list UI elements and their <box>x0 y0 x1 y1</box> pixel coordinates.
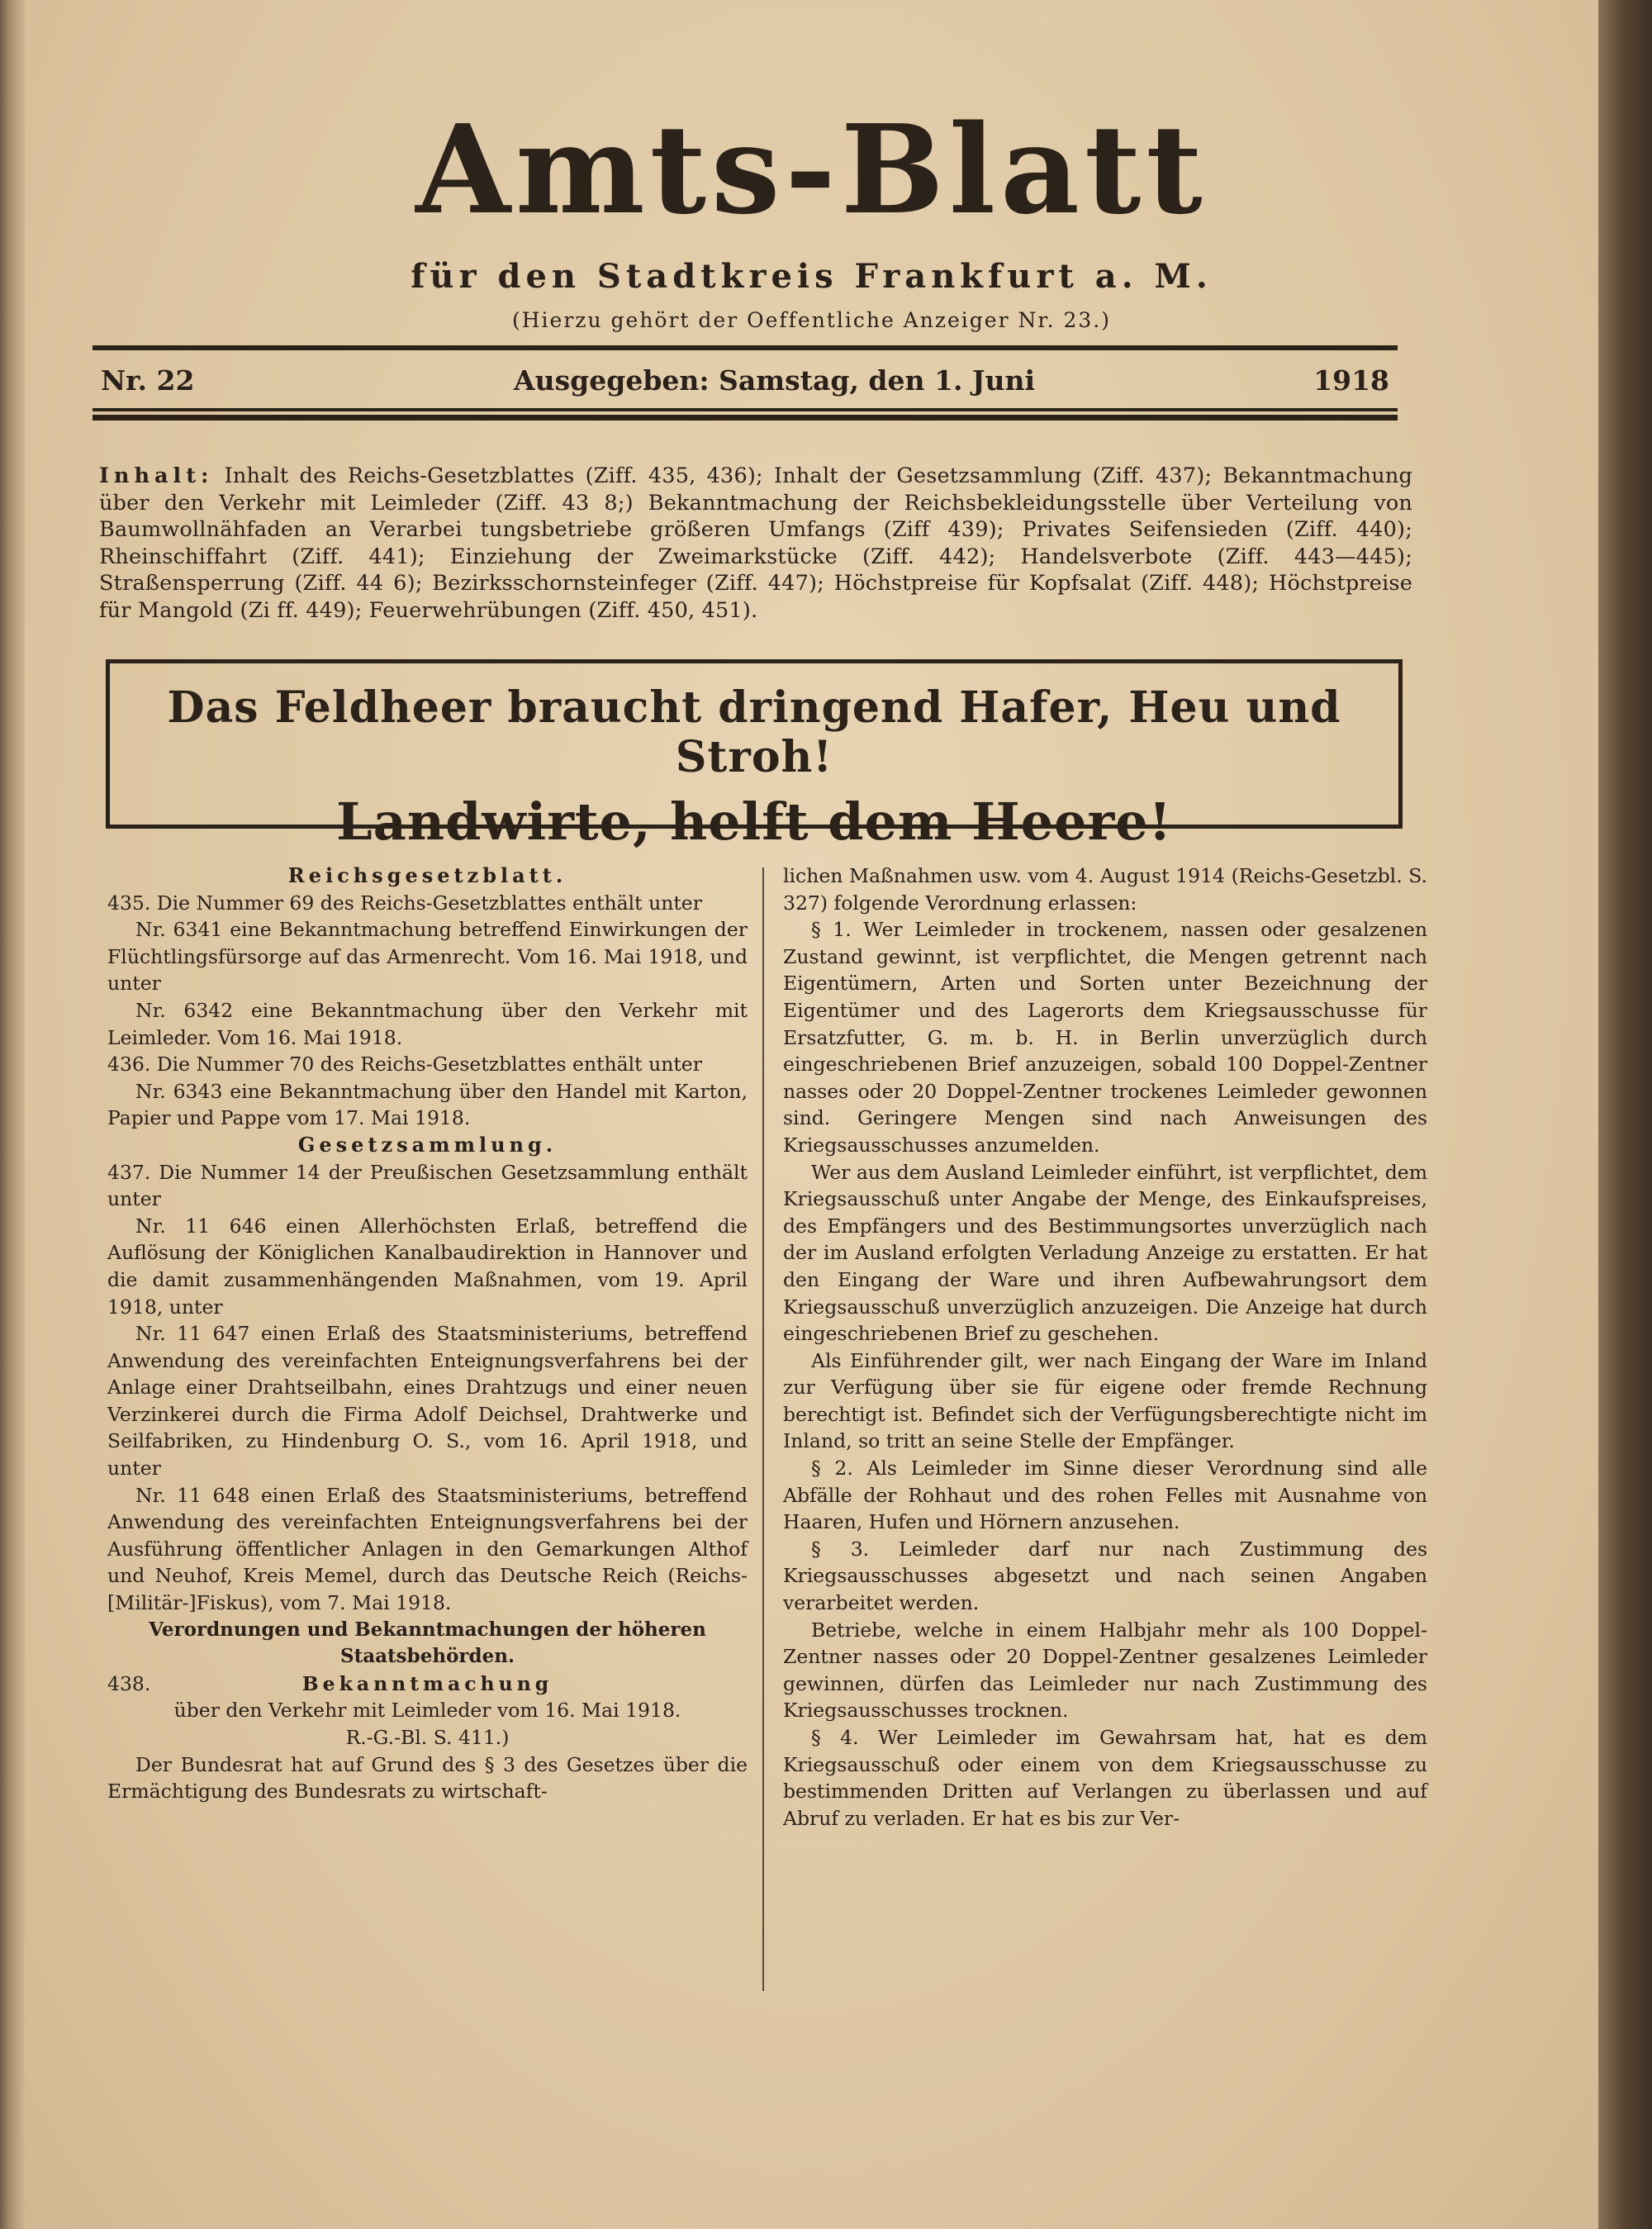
header-rule-top <box>93 345 1398 350</box>
banner-line-1: Das Feldheer braucht dringend Hafer, Heu und Stroh! <box>167 682 1341 782</box>
issue-number: Nr. 22 <box>101 364 195 397</box>
paragraph: über den Verkehr mit Leimleder vom 16. Mai 1918. <box>173 1699 681 1723</box>
masthead-title: Amts-Blatt <box>415 97 1208 241</box>
paragraph: Der Bundesrat hat auf Grund des § 3 des Gesetzes über die Ermächtigung des Bundesrats zu wirtschaft- <box>107 1752 748 1804</box>
paragraph: lichen Maßnahmen usw. vom 4. August 1914 (Reichs-Gesetzbl. S. 327) folgende Verordnung erlassen: <box>783 864 1427 915</box>
masthead-note: (Hierzu gehört der Oeffentliche Anzeiger Nr. 23.) <box>512 308 1111 332</box>
item-number: 438. <box>107 1671 151 1695</box>
newspaper-page <box>25 0 1598 2229</box>
paragraph: 437. Die Nummer 14 der Preußischen Gesetzsammlung enthält unter <box>107 1160 748 1211</box>
paragraph: Betriebe, welche in einem Halbjahr mehr als 100 Doppel-Zentner nasses oder 20 Doppel-Zentner gesalzenes Leimleder gewinnen, dürfen das Leimleder nur nach Zustimmung des Kriegsausschusses trocknen. <box>783 1618 1427 1723</box>
column-divider <box>762 867 764 1991</box>
paragraph: 435. Die Nummer 69 des Reichs-Gesetzblattes enthält unter <box>107 891 702 915</box>
table-of-contents <box>99 463 1412 624</box>
banner-line-2: Landwirte, helft dem Heere! <box>336 791 1172 852</box>
masthead-subtitle: für den Stadtkreis Frankfurt a. M. <box>411 257 1213 296</box>
paragraph: Nr. 6342 eine Bekanntmachung über den Verkehr mit Leimleder. Vom 16. Mai 1918. <box>107 998 748 1049</box>
paragraph: Als Einführender gilt, wer nach Eingang der Ware im Inland zur Verfügung über sie für eigene oder fremde Rechnung berechtigt ist. Befindet sich der Verfügungsberechtigte nicht im Inland, so tritt an seine Stelle der Empfänger. <box>783 1348 1427 1453</box>
book-binding-right <box>1598 0 1652 2229</box>
paragraph: Nr. 6343 eine Bekanntmachung über den Handel mit Karton, Papier und Pappe vom 17. Mai 1918. <box>107 1079 748 1130</box>
paragraph: § 1. Wer Leimleder in trockenem, nassen oder gesalzenen Zustand gewinnt, ist verpflichtet, die Mengen getrennt nach Eigentümern, Arten und Sorten unter Bezeichnung der Eigentümer und des Lagerorts dem Kriegsausschusse für Ersatzfutter, G. m. b. H. in Berlin unverzüglich durch eingeschriebenen Brief anzuzeigen, sobald 100 Doppel-Zentner nasses oder 20 Doppel-Zentner trockenes Leimleder gewonnen sind. Geringere Mengen sind nach Anweisungen des Kriegsausschusses anzumelden. <box>783 918 1427 1157</box>
paragraph: § 3. Leimleder darf nur nach Zustimmung des Kriegsausschusses abgesetzt und nach seinen Angaben verarbeitet werden. <box>783 1537 1427 1615</box>
issue-date: Ausgegeben: Samstag, den 1. Juni <box>514 364 1036 397</box>
column-right <box>783 863 1427 1832</box>
header-rule-bottom-2 <box>93 415 1398 421</box>
contents-text: Inhalt des Reichs-Gesetzblattes (Ziff. 435, 436); Inhalt der Gesetzsammlung (Ziff. 437); Bekanntmachung über den Verkehr mit Leimleder (Ziff. 43 8;) Bekanntmachung der Reichsbekleidungsstelle über Verteilung von Baumwollnähfaden an Verarbei tungsbetriebe größeren Umfangs (Ziff 439); Privates Seifensieden (Ziff. 440); Rheinschiffahrt (Ziff. 441); Einziehung der Zweimarkstücke (Ziff. 442); Handelsverbote (Ziff. 443—445); Straßensperrung (Ziff. 44 6); Bezirksschornsteinfeger (Ziff. 447); Höchstpreise für Kopfsalat (Ziff. 448); Höchstpreise für Mangold (Zi ff. 449); Feuerwehrübungen (Ziff. 450, 451). <box>99 463 1412 623</box>
paragraph: § 4. Wer Leimleder im Gewahrsam hat, hat es dem Kriegsausschuß oder einem von dem Kriegsausschusse zu bestimmenden Dritten auf Verlangen zu überlassen und auf Abruf zu verladen. Er hat es bis zur Ver- <box>783 1726 1427 1830</box>
paragraph: Nr. 6341 eine Bekanntmachung betreffend Einwirkungen der Flüchtlingsfürsorge auf das Armenrecht. Vom 16. Mai 1918, und unter <box>107 918 748 996</box>
column-left <box>107 863 748 1805</box>
issue-line <box>93 360 1389 402</box>
bekanntmachung-heading-row <box>107 1671 748 1698</box>
paragraph: Nr. 11 646 einen Allerhöchsten Erlaß, betreffend die Auflösung der Königlichen Kanalbaudirektion in Hannover und die damit zusammenhängenden Maßnahmen, vom 19. April 1918, unter <box>107 1214 748 1319</box>
paragraph: Wer aus dem Ausland Leimleder einführt, ist verpflichtet, dem Kriegsausschuß unter Angabe der Menge, des Einkaufspreises, des Empfängers und des Bestimmungsortes unverzüglich nach der im Ausland erfolgten Verladung Anzeige zu erstatten. Er hat den Eingang der Ware und ihren Aufbewahrungsort dem Kriegsausschuß unverzüglich anzuzeigen. Die Anzeige hat durch eingeschriebenen Brief zu geschehen. <box>783 1160 1427 1346</box>
heading-gesetzsammlung: Gesetzsammlung. <box>297 1132 558 1157</box>
paragraph: R.-G.-Bl. S. 411.) <box>345 1726 510 1749</box>
paragraph: 436. Die Nummer 70 des Reichs-Gesetzblattes enthält unter <box>107 1053 702 1076</box>
paragraph: Nr. 11 647 einen Erlaß des Staatsministeriums, betreffend Anwendung des vereinfachten Enteignungsverfahrens bei der Anlage einer Drahtseilbahn, eines Drahtzugs und einer neuen Verzinkerei durch die Firma Adolf Deichsel, Drahtwerke und Seilfabriken, zu Hindenburg O. S., vom 16. April 1918, und unter <box>107 1322 748 1480</box>
book-binding-left <box>0 0 25 2229</box>
paragraph: § 2. Als Leimleder im Sinne dieser Verordnung sind alle Abfälle der Rohhaut und des rohen Felles mit Ausnahme von Haaren, Hufen und Hörnern anzusehen. <box>783 1457 1427 1534</box>
heading-reichsgesetzblatt: Reichsgesetzblatt. <box>287 863 567 887</box>
contents-label: Inhalt: <box>99 463 214 488</box>
paragraph: Nr. 11 648 einen Erlaß des Staatsministeriums, betreffend Anwendung des vereinfachten Enteignungsverfahrens bei der Ausführung öffentlicher Anlagen in den Gemarkungen Althof und Neuhof, Kreis Memel, durch das Deutsche Reich (Reichs-[Militär-]Fiskus), vom 7. Mai 1918. <box>107 1483 748 1615</box>
header-rule-bottom-1 <box>93 408 1398 411</box>
appeal-banner <box>106 659 1403 852</box>
heading-bekanntmachung: Bekanntmachung <box>301 1671 553 1695</box>
issue-year: 1918 <box>1313 364 1389 397</box>
heading-verordnungen: Verordnungen und Bekanntmachungen der höheren Staatsbehörden. <box>149 1618 706 1668</box>
